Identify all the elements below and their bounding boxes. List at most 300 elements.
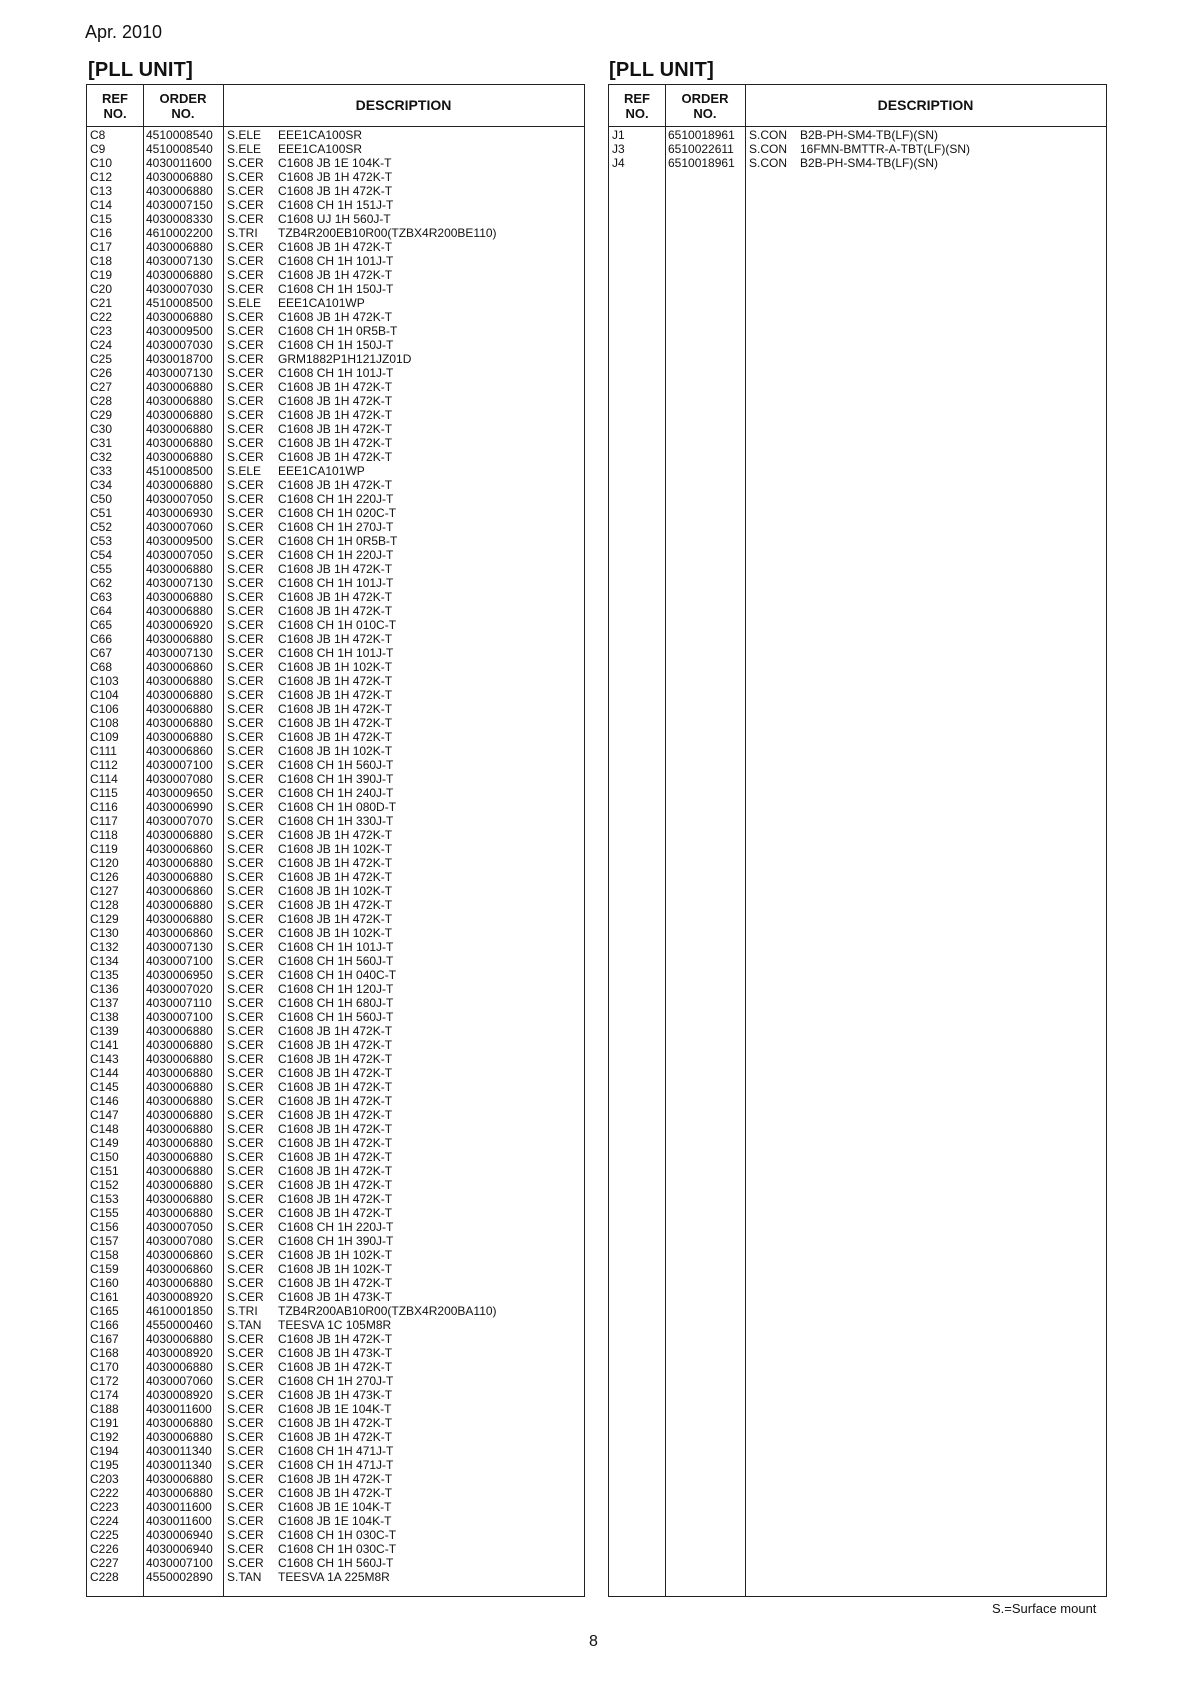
mount-type-cell: S.CER: [227, 772, 264, 786]
order-no-cell: 4030006940: [146, 1542, 213, 1556]
order-no-cell: 4610001850: [146, 1304, 213, 1318]
ref-no-cell: C161: [90, 1290, 119, 1304]
description-cell: C1608 JB 1H 472K-T: [278, 1486, 393, 1500]
ref-no-cell: C160: [90, 1276, 119, 1290]
mount-type-cell: S.CER: [227, 548, 264, 562]
mount-type-cell: S.TAN: [227, 1318, 262, 1332]
description-cell: C1608 CH 1H 560J-T: [278, 758, 394, 772]
order-no-cell: 4550000460: [146, 1318, 213, 1332]
description-cell: C1608 JB 1H 472K-T: [278, 478, 393, 492]
mount-type-cell: S.CER: [227, 1066, 264, 1080]
table-row: [87, 758, 584, 772]
order-no-cell: 4030008920: [146, 1388, 213, 1402]
mount-type-cell: S.CER: [227, 576, 264, 590]
mount-type-cell: S.CER: [227, 1220, 264, 1234]
table-row: [87, 884, 584, 898]
order-no-cell: 4030006860: [146, 1248, 213, 1262]
mount-type-cell: S.CER: [227, 996, 264, 1010]
mount-type-cell: S.CER: [227, 1402, 264, 1416]
table-header: [87, 85, 584, 127]
order-no-cell: 4030006880: [146, 1178, 213, 1192]
mount-type-cell: S.CER: [227, 198, 264, 212]
order-no-cell: 4030006880: [146, 1038, 213, 1052]
table-row: [87, 1416, 584, 1430]
section-title-right: [PLL UNIT]: [609, 59, 714, 81]
description-cell: C1608 CH 1H 240J-T: [278, 786, 394, 800]
table-row: [87, 1570, 584, 1584]
order-no-cell: 4030011600: [146, 156, 212, 170]
ref-no-cell: C172: [90, 1374, 119, 1388]
description-cell: C1608 JB 1H 472K-T: [278, 1150, 393, 1164]
mount-type-cell: S.CER: [227, 1346, 264, 1360]
mount-type-cell: S.CER: [227, 1290, 264, 1304]
order-no-cell: 4030006880: [146, 1332, 213, 1346]
order-no-cell: 4030006880: [146, 1024, 213, 1038]
order-no-cell: 4030018700: [146, 352, 213, 366]
mount-type-cell: S.CER: [227, 1332, 264, 1346]
description-cell: C1608 CH 1H 150J-T: [278, 282, 394, 296]
description-cell: C1608 CH 1H 390J-T: [278, 1234, 394, 1248]
description-cell: C1608 JB 1H 472K-T: [278, 716, 393, 730]
description-cell: C1608 JB 1H 472K-T: [278, 170, 393, 184]
table-row: [87, 1346, 584, 1360]
order-no-cell: 4030006880: [146, 632, 213, 646]
table-row: [87, 800, 584, 814]
table-row: [87, 1458, 584, 1472]
table-row: [87, 240, 584, 254]
order-no-cell: 4030007060: [146, 520, 213, 534]
table-row: [87, 660, 584, 674]
order-no-cell: 4030006880: [146, 1430, 213, 1444]
description-cell: C1608 JB 1H 472K-T: [278, 688, 393, 702]
ref-no-cell: C20: [90, 282, 113, 296]
ref-no-cell: C151: [90, 1164, 119, 1178]
description-cell: C1608 CH 1H 680J-T: [278, 996, 394, 1010]
table-row: [87, 1192, 584, 1206]
description-cell: C1608 JB 1E 104K-T: [278, 156, 392, 170]
description-cell: EEE1CA100SR: [278, 128, 363, 142]
mount-type-cell: S.CER: [227, 1150, 264, 1164]
ref-no-cell: C155: [90, 1206, 119, 1220]
order-no-cell: 4030007050: [146, 548, 213, 562]
order-no-cell: 4030006880: [146, 1080, 213, 1094]
table-row: [87, 156, 584, 170]
table-row: [87, 1472, 584, 1486]
order-no-cell: 4030007030: [146, 338, 213, 352]
order-no-cell: 4030006880: [146, 1066, 213, 1080]
table-row: [87, 1178, 584, 1192]
description-cell: C1608 JB 1H 472K-T: [278, 632, 393, 646]
mount-type-cell: S.CER: [227, 954, 264, 968]
mount-type-cell: S.CER: [227, 394, 264, 408]
description-cell: C1608 JB 1H 472K-T: [278, 730, 393, 744]
table-row: [87, 254, 584, 268]
table-row: [87, 1304, 584, 1318]
description-cell: C1608 JB 1H 472K-T: [278, 408, 393, 422]
table-row: [87, 842, 584, 856]
table-row: [87, 1486, 584, 1500]
order-no-cell: 4030007130: [146, 576, 213, 590]
table-row: [87, 1066, 584, 1080]
ref-no-cell: C52: [90, 520, 113, 534]
order-no-cell: 4030006880: [146, 184, 213, 198]
description-cell: C1608 JB 1H 472K-T: [278, 1206, 393, 1220]
table-row: [87, 1360, 584, 1374]
table-row: [87, 1122, 584, 1136]
order-no-cell: 4030006880: [146, 716, 213, 730]
description-cell: C1608 JB 1H 472K-T: [278, 422, 393, 436]
mount-type-cell: S.CER: [227, 618, 264, 632]
ref-no-cell: C26: [90, 366, 113, 380]
mount-type-cell: S.CER: [227, 786, 264, 800]
description-cell: C1608 CH 1H 040C-T: [278, 968, 397, 982]
description-cell: C1608 CH 1H 120J-T: [278, 982, 394, 996]
order-no-cell: 4030006880: [146, 394, 213, 408]
ref-no-cell: C167: [90, 1332, 119, 1346]
table-row: [87, 296, 584, 310]
ref-no-cell: C226: [90, 1542, 119, 1556]
order-no-cell: 4030006950: [146, 968, 213, 982]
description-cell: C1608 JB 1H 472K-T: [278, 1066, 393, 1080]
ref-no-cell: C228: [90, 1570, 119, 1584]
order-no-cell: 4550002890: [146, 1570, 213, 1584]
ref-no-cell: C147: [90, 1108, 119, 1122]
ref-no-cell: C150: [90, 1150, 119, 1164]
table-row: [87, 618, 584, 632]
mount-type-cell: S.CER: [227, 1276, 264, 1290]
description-cell: C1608 JB 1H 472K-T: [278, 1024, 393, 1038]
order-no-cell: 4030006880: [146, 1486, 213, 1500]
ref-no-cell: C168: [90, 1346, 119, 1360]
table-row: [87, 996, 584, 1010]
mount-type-cell: S.CER: [227, 156, 264, 170]
table-row: [609, 128, 1106, 142]
mount-type-cell: S.CER: [227, 632, 264, 646]
table-row: [87, 1374, 584, 1388]
description-cell: C1608 CH 1H 390J-T: [278, 772, 394, 786]
ref-no-cell: C130: [90, 926, 119, 940]
table-row: [87, 646, 584, 660]
table-row: [87, 1094, 584, 1108]
mount-type-cell: S.ELE: [227, 128, 262, 142]
table-row: [87, 702, 584, 716]
ref-no-cell: C114: [90, 772, 118, 786]
mount-type-cell: S.CER: [227, 478, 264, 492]
description-cell: B2B-PH-SM4-TB(LF)(SN): [800, 156, 939, 170]
mount-type-cell: S.CON: [749, 156, 788, 170]
ref-no-cell: C63: [90, 590, 113, 604]
mount-type-cell: S.CER: [227, 1528, 264, 1542]
ref-no-cell: C14: [90, 198, 113, 212]
description-cell: C1608 CH 1H 101J-T: [278, 940, 394, 954]
order-no-cell: 4030006880: [146, 1472, 213, 1486]
description-cell: C1608 JB 1H 472K-T: [278, 450, 393, 464]
ref-no-cell: C67: [90, 646, 113, 660]
description-cell: C1608 CH 1H 220J-T: [278, 492, 394, 506]
table-row: [87, 968, 584, 982]
order-no-header: ORDER NO.: [681, 90, 729, 121]
description-cell: C1608 CH 1H 220J-T: [278, 1220, 394, 1234]
ref-no-cell: C134: [90, 954, 119, 968]
order-no-cell: 4030007070: [146, 814, 213, 828]
mount-type-cell: S.CER: [227, 702, 264, 716]
description-cell: C1608 CH 1H 471J-T: [278, 1444, 394, 1458]
description-cell: C1608 CH 1H 0R5B-T: [278, 324, 398, 338]
ref-no-cell: C129: [90, 912, 119, 926]
table-body: [87, 128, 584, 1584]
order-no-cell: 4030011600: [146, 1402, 212, 1416]
order-no-cell: 4030007150: [146, 198, 213, 212]
mount-type-cell: S.CER: [227, 1094, 264, 1108]
table-row: [87, 324, 584, 338]
mount-type-cell: S.CER: [227, 1360, 264, 1374]
description-cell: TZB4R200EB10R00(TZBX4R200BE110): [278, 226, 497, 240]
description-cell: C1608 CH 1H 101J-T: [278, 254, 394, 268]
order-no-cell: 4030006860: [146, 842, 213, 856]
order-no-cell: 4030009500: [146, 324, 213, 338]
ref-no-cell: C65: [90, 618, 113, 632]
mount-type-cell: S.CER: [227, 1052, 264, 1066]
mount-type-cell: S.CER: [227, 1122, 264, 1136]
ref-no-cell: C222: [90, 1486, 119, 1500]
ref-no-cell: C170: [90, 1360, 119, 1374]
ref-no-cell: C66: [90, 632, 113, 646]
mount-type-cell: S.CER: [227, 282, 264, 296]
description-cell: TZB4R200AB10R00(TZBX4R200BA110): [278, 1304, 497, 1318]
description-header: DESCRIPTION: [355, 97, 452, 113]
mount-type-cell: S.CER: [227, 646, 264, 660]
table-row: [87, 212, 584, 226]
table-row: [87, 1276, 584, 1290]
description-cell: C1608 JB 1H 472K-T: [278, 1094, 393, 1108]
order-no-cell: 4030006880: [146, 562, 213, 576]
ref-no-cell: C115: [90, 786, 118, 800]
order-no-cell: 4030007110: [146, 996, 212, 1010]
table-row: [87, 1332, 584, 1346]
ref-no-cell: C174: [90, 1388, 119, 1402]
description-cell: B2B-PH-SM4-TB(LF)(SN): [800, 128, 939, 142]
ref-no-cell: C188: [90, 1402, 119, 1416]
description-cell: C1608 JB 1H 472K-T: [278, 828, 393, 842]
mount-type-cell: S.CER: [227, 450, 264, 464]
ref-no-cell: C153: [90, 1192, 119, 1206]
order-no-cell: 4030007080: [146, 1234, 213, 1248]
order-no-cell: 4030006860: [146, 926, 213, 940]
mount-type-cell: S.CER: [227, 1472, 264, 1486]
table-row: [87, 408, 584, 422]
mount-type-cell: S.CER: [227, 1192, 264, 1206]
document-date: Apr. 2010: [85, 22, 163, 42]
description-cell: C1608 JB 1H 472K-T: [278, 590, 393, 604]
ref-no-cell: C146: [90, 1094, 119, 1108]
mount-type-cell: S.CER: [227, 758, 264, 772]
table-row: [87, 1290, 584, 1304]
mount-type-cell: S.CER: [227, 1038, 264, 1052]
description-cell: C1608 JB 1H 472K-T: [278, 1276, 393, 1290]
order-no-cell: 4030006880: [146, 912, 213, 926]
ref-no-cell: C34: [90, 478, 113, 492]
mount-type-cell: S.CER: [227, 212, 264, 226]
mount-type-cell: S.CER: [227, 898, 264, 912]
description-cell: C1608 JB 1H 472K-T: [278, 1122, 393, 1136]
order-no-cell: 4030006880: [146, 730, 213, 744]
table-row: [87, 744, 584, 758]
order-no-cell: 4030006880: [146, 408, 213, 422]
mount-type-cell: S.CER: [227, 688, 264, 702]
description-cell: C1608 CH 1H 080D-T: [278, 800, 397, 814]
description-cell: C1608 JB 1H 102K-T: [278, 660, 393, 674]
table-row: [87, 1080, 584, 1094]
ref-no-cell: C157: [90, 1234, 119, 1248]
table-row: [87, 394, 584, 408]
description-cell: C1608 JB 1E 104K-T: [278, 1514, 392, 1528]
table-row: [87, 632, 584, 646]
table-row: [87, 352, 584, 366]
ref-no-cell: C22: [90, 310, 113, 324]
order-no-cell: 4030006880: [146, 1052, 213, 1066]
mount-type-cell: S.CER: [227, 324, 264, 338]
table-row: [87, 1136, 584, 1150]
description-cell: C1608 JB 1H 472K-T: [278, 394, 393, 408]
description-cell: C1608 CH 1H 101J-T: [278, 646, 394, 660]
mount-type-cell: S.CER: [227, 170, 264, 184]
section-title-left: [PLL UNIT]: [88, 59, 193, 81]
mount-type-cell: S.CER: [227, 730, 264, 744]
ref-no-cell: C104: [90, 688, 119, 702]
order-no-cell: 4030006880: [146, 268, 213, 282]
column-divider: [665, 85, 666, 1596]
mount-type-cell: S.CER: [227, 1178, 264, 1192]
ref-no-cell: C223: [90, 1500, 119, 1514]
mount-type-cell: S.CER: [227, 800, 264, 814]
ref-no-cell: C144: [90, 1066, 119, 1080]
ref-no-cell: C24: [90, 338, 113, 352]
mount-type-cell: S.CER: [227, 380, 264, 394]
order-no-cell: 4030006880: [146, 1136, 213, 1150]
description-cell: C1608 JB 1H 102K-T: [278, 1248, 393, 1262]
table-row: [87, 1206, 584, 1220]
mount-type-cell: S.CER: [227, 828, 264, 842]
table-row: [87, 1318, 584, 1332]
mount-type-cell: S.CER: [227, 254, 264, 268]
mount-type-cell: S.CER: [227, 534, 264, 548]
order-no-cell: 4030007130: [146, 254, 213, 268]
order-no-cell: 4030007050: [146, 492, 213, 506]
description-cell: C1608 JB 1H 472K-T: [278, 1332, 393, 1346]
ref-no-cell: C166: [90, 1318, 119, 1332]
table-row: [87, 674, 584, 688]
description-cell: C1608 JB 1H 472K-T: [278, 1038, 393, 1052]
mount-type-cell: S.CER: [227, 674, 264, 688]
order-no-cell: 4610002200: [146, 226, 213, 240]
description-cell: C1608 JB 1H 472K-T: [278, 184, 393, 198]
ref-no-cell: C108: [90, 716, 119, 730]
mount-type-cell: S.CER: [227, 660, 264, 674]
ref-no-cell: C159: [90, 1262, 119, 1276]
description-cell: C1608 JB 1H 102K-T: [278, 1262, 393, 1276]
table-body: [609, 128, 1106, 170]
description-cell: C1608 CH 1H 560J-T: [278, 1556, 394, 1570]
table-row: [87, 982, 584, 996]
table-row: [87, 856, 584, 870]
order-no-cell: 4030007130: [146, 366, 213, 380]
mount-type-cell: S.CER: [227, 842, 264, 856]
mount-type-cell: S.CER: [227, 884, 264, 898]
description-cell: C1608 JB 1H 472K-T: [278, 674, 393, 688]
ref-no-cell: J3: [612, 142, 625, 156]
mount-type-cell: S.CER: [227, 604, 264, 618]
ref-no-cell: C117: [90, 814, 118, 828]
order-no-cell: 4030006880: [146, 590, 213, 604]
ref-no-cell: J1: [612, 128, 625, 142]
ref-no-cell: C51: [90, 506, 113, 520]
order-no-cell: 4510008540: [146, 128, 213, 142]
table-row: [87, 772, 584, 786]
table-row: [87, 1542, 584, 1556]
order-no-cell: 4030006880: [146, 450, 213, 464]
parts-table-left: [86, 84, 585, 1597]
table-row: [87, 828, 584, 842]
table-row: [87, 1108, 584, 1122]
table-row: [87, 436, 584, 450]
mount-type-cell: S.CER: [227, 1500, 264, 1514]
table-row: [87, 464, 584, 478]
description-cell: C1608 CH 1H 150J-T: [278, 338, 394, 352]
surface-mount-note: S.=Surface mount: [992, 1601, 1097, 1616]
mount-type-cell: S.CER: [227, 940, 264, 954]
order-no-cell: 4030006880: [146, 436, 213, 450]
ref-no-header: REF NO.: [624, 90, 650, 121]
ref-no-cell: C106: [90, 702, 119, 716]
description-cell: C1608 CH 1H 030C-T: [278, 1542, 397, 1556]
mount-type-cell: S.CER: [227, 366, 264, 380]
description-cell: C1608 JB 1H 472K-T: [278, 1080, 393, 1094]
mount-type-cell: S.CER: [227, 520, 264, 534]
description-cell: GRM1882P1H121JZ01D: [278, 352, 412, 366]
mount-type-cell: S.CER: [227, 968, 264, 982]
mount-type-cell: S.CER: [227, 562, 264, 576]
mount-type-cell: S.CER: [227, 338, 264, 352]
table-row: [87, 380, 584, 394]
description-cell: C1608 JB 1H 472K-T: [278, 1136, 393, 1150]
table-row: [87, 492, 584, 506]
ref-no-cell: C136: [90, 982, 119, 996]
mount-type-cell: S.CER: [227, 1374, 264, 1388]
table-row: [87, 128, 584, 142]
description-cell: C1608 JB 1H 472K-T: [278, 702, 393, 716]
mount-type-cell: S.TRI: [227, 226, 258, 240]
description-cell: C1608 JB 1H 473K-T: [278, 1346, 393, 1360]
description-cell: C1608 JB 1H 472K-T: [278, 562, 393, 576]
mount-type-cell: S.CER: [227, 422, 264, 436]
ref-no-cell: C54: [90, 548, 113, 562]
ref-no-cell: C145: [90, 1080, 119, 1094]
ref-no-cell: C27: [90, 380, 113, 394]
description-cell: C1608 CH 1H 220J-T: [278, 548, 394, 562]
ref-no-cell: C143: [90, 1052, 119, 1066]
ref-no-cell: C15: [90, 212, 113, 226]
order-no-cell: 4030006990: [146, 800, 213, 814]
order-no-cell: 4030006880: [146, 702, 213, 716]
ref-no-cell: C32: [90, 450, 113, 464]
table-row: [87, 1010, 584, 1024]
mount-type-cell: S.CER: [227, 1486, 264, 1500]
order-no-cell: 4030006880: [146, 870, 213, 884]
order-no-cell: 4030011600: [146, 1500, 212, 1514]
table-row: [87, 562, 584, 576]
table-row: [87, 1514, 584, 1528]
order-no-cell: 4030006920: [146, 618, 213, 632]
